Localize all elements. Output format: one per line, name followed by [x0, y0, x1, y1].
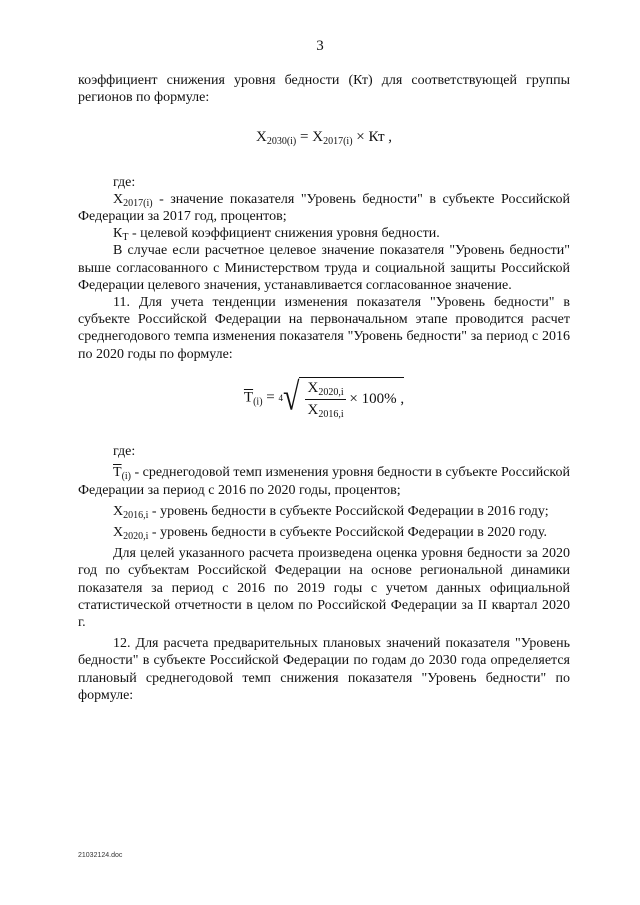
definition-x2017 — [78, 191, 570, 225]
root-expression: 4 √ $\frac{X_{2020,i}}{X_{2016,i}}$ × 100% , — [278, 375, 405, 421]
def-subscript: Т — [122, 232, 129, 244]
def-text: - уровень бедности в субъекте Российской Федерации в 2020 году. — [148, 525, 548, 541]
definition-x2016 — [78, 503, 570, 520]
def-subscript: 2020,i — [123, 531, 149, 543]
numerator — [305, 380, 345, 400]
formula-end: , — [384, 129, 393, 146]
radical-sign: √ — [283, 375, 300, 419]
paragraph-12: 12. Для расчета предварительных плановых значений показателя "Уровень бедности" в субъекте Российской Федерации по годам до 2030 года определяется плановый среднегодовой темп снижения показателя "Уровень бедности" по формуле: — [78, 636, 570, 703]
num-subscript: 2020,i — [318, 386, 344, 398]
where-label: где: — [113, 174, 136, 190]
def-text: - уровень бедности в субъекте Российской Федерации в 2016 году; — [148, 503, 549, 519]
def-text: - целевой коэффициент снижения уровня бедности. — [128, 226, 440, 242]
definition-t — [78, 464, 570, 498]
formula-subscript: 2030(i) — [266, 136, 297, 148]
fraction — [305, 380, 345, 419]
def-symbol: X — [113, 503, 124, 519]
page-number: 3 — [316, 38, 324, 54]
num-symbol: X — [307, 379, 319, 396]
formula-coefficient: Кт — [368, 129, 385, 146]
definition-x2020 — [78, 524, 570, 541]
den-subscript: 2016,i — [318, 409, 344, 421]
where-label-2: где: — [113, 444, 136, 460]
formula-subscript: (i) — [253, 396, 263, 408]
def-symbol: К — [113, 226, 123, 242]
formula-operator: × — [352, 129, 369, 146]
def-subscript: 2016,i — [123, 509, 149, 521]
def-subscript: 2017(i) — [123, 197, 153, 209]
paragraph-11: 11. Для учета тенденции изменения показателя "Уровень бедности" в субъекте Российской Федерации на первоначальном этапе проводится расчет среднегодового темпа изменения показателя "Уровень бедности" за период с 2016 по 2020 годы по формуле: — [78, 295, 570, 362]
paragraph-intro: коэффициент снижения уровня бедности (Кт) для соответствующей группы регионов по формуле: — [78, 73, 570, 106]
formula-subscript: 2017(i) — [323, 136, 353, 148]
def-text: - значение показателя "Уровень бедности" в субъекте Российской Федерации за 2017 год, процентов; — [78, 191, 570, 225]
formula-symbol: X — [312, 129, 324, 146]
den-symbol: X — [307, 402, 319, 419]
document-body — [78, 72, 570, 704]
def-text: - среднегодовой темп изменения уровня бедности в субъекте Российской Федерации за период с 2016 по 2020 годы, процентов; — [78, 465, 571, 498]
def-subscript: (i) — [121, 471, 132, 483]
definition-kt — [78, 225, 570, 242]
formula-equals: = — [296, 129, 313, 146]
radicand — [299, 377, 404, 419]
paragraph-estimate-2020: Для целей указанного расчета произведена оценка уровня бедности за 2020 год по субъектам Российской Федерации на основе региональной динамики показателя за период с 2016 по 2019 годы с учетом данных официальной статистической отчетности в целом по Российской Федерации за II квартал 2020 г. — [78, 546, 570, 631]
def-symbol: $\overline{T}$ — [113, 465, 122, 481]
formula-tempo — [78, 377, 570, 419]
def-symbol: X — [113, 525, 124, 541]
formula-symbol: $\overline{T}$ — [243, 389, 254, 406]
file-name-footer: 21032124.doc — [78, 852, 123, 859]
paragraph-agreed-value: В случае если расчетное целевое значение показателя "Уровень бедности" выше согласованного с Министерством труда и социальной защиты Российской Федерации целевого значения, устанавливается согласованное значение. — [78, 243, 570, 293]
denominator — [305, 400, 345, 419]
formula-symbol: X — [255, 129, 267, 146]
formula-tail: × 100% , — [345, 390, 405, 407]
formula-x2030 — [78, 129, 570, 146]
def-symbol: X — [113, 191, 124, 207]
formula-equals: = — [262, 389, 279, 406]
